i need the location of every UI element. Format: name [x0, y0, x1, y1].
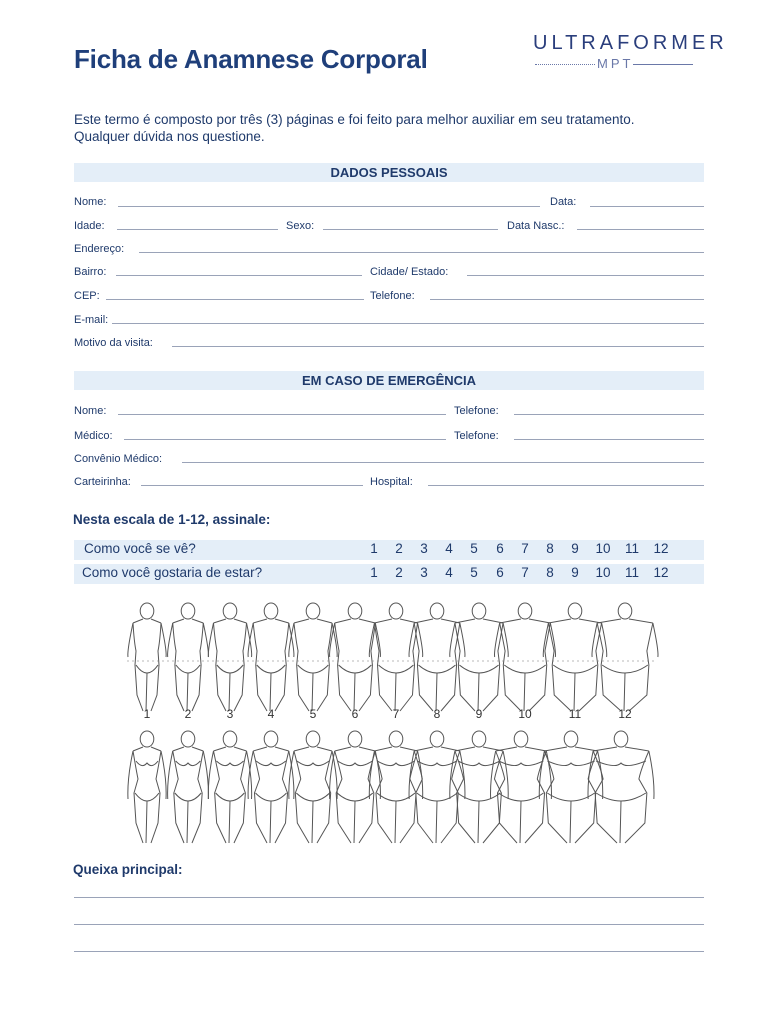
label-email: E-mail: — [74, 314, 109, 326]
label-cidade-estado: Cidade/ Estado: — [370, 266, 449, 278]
figure-label-12: 12 — [618, 707, 632, 721]
male-silhouette-12 — [592, 603, 658, 711]
brand-logo-sub — [535, 56, 693, 72]
label-sexo: Sexo: — [286, 220, 315, 232]
intro-line-2: Qualquer dúvida nos questione. — [74, 129, 265, 144]
field-emerg-telefone-1[interactable] — [514, 414, 704, 415]
female-silhouette-1 — [128, 731, 166, 843]
label-hospital: Hospital: — [370, 476, 413, 488]
section-heading: EM CASO DE EMERGÊNCIA — [301, 373, 477, 388]
scale-option-1-5[interactable]: 5 — [470, 541, 478, 556]
scale-option-2-4[interactable]: 4 — [445, 565, 453, 580]
scale-option-2-2[interactable]: 2 — [395, 565, 403, 580]
scale-question-1: Como você se vê? — [84, 541, 196, 556]
scale-option-1-12[interactable]: 12 — [653, 541, 669, 556]
scale-option-2-1[interactable]: 1 — [370, 565, 378, 580]
label-data: Data: — [550, 196, 577, 208]
queixa-title: Queixa principal: — [73, 862, 183, 877]
scale-row-gostaria — [74, 564, 704, 584]
scale-option-2-6[interactable]: 6 — [496, 565, 504, 580]
logo-solid-rule — [633, 64, 693, 65]
male-silhouette-3 — [208, 603, 251, 711]
section-heading: DADOS PESSOAIS — [330, 165, 448, 180]
intro-text — [74, 111, 704, 145]
logo-subtext: MPT — [597, 56, 634, 71]
section-header-dados-pessoais — [74, 163, 704, 182]
scale-option-1-3[interactable]: 3 — [420, 541, 428, 556]
scale-option-2-11[interactable]: 11 — [624, 565, 639, 580]
field-data[interactable] — [590, 206, 704, 207]
queixa-line-1[interactable] — [74, 897, 704, 898]
female-silhouette-11 — [539, 731, 602, 843]
figure-label-8: 8 — [433, 707, 441, 721]
figure-label-2: 2 — [184, 707, 192, 721]
figure-label-11: 11 — [568, 707, 582, 721]
field-nome[interactable] — [118, 206, 540, 207]
scale-option-1-8[interactable]: 8 — [546, 541, 554, 556]
scale-option-1-4[interactable]: 4 — [445, 541, 453, 556]
female-silhouette-4 — [248, 731, 294, 843]
figure-label-6: 6 — [351, 707, 359, 721]
figure-label-3: 3 — [226, 707, 234, 721]
label-idade: Idade: — [74, 220, 105, 232]
scale-option-1-6[interactable]: 6 — [496, 541, 504, 556]
male-silhouette-9 — [450, 603, 508, 711]
queixa-line-3[interactable] — [74, 951, 704, 952]
female-silhouette-3 — [208, 731, 251, 843]
field-email[interactable] — [112, 323, 704, 324]
label-cep: CEP: — [74, 290, 100, 302]
label-emerg-telefone-1: Telefone: — [454, 405, 499, 417]
scale-question-2: Como você gostaria de estar? — [82, 565, 263, 580]
label-emerg-telefone-2: Telefone: — [454, 430, 499, 442]
field-idade[interactable] — [117, 229, 278, 230]
male-silhouette-10 — [495, 603, 556, 711]
scale-option-1-7[interactable]: 7 — [521, 541, 529, 556]
figure-label-5: 5 — [309, 707, 317, 721]
scale-option-2-8[interactable]: 8 — [546, 565, 554, 580]
scale-option-2-12[interactable]: 12 — [653, 565, 669, 580]
female-silhouette-9 — [450, 731, 508, 843]
male-silhouette-5 — [289, 603, 337, 711]
label-nome: Nome: — [74, 196, 107, 208]
scale-option-1-11[interactable]: 11 — [624, 541, 639, 556]
figure-label-10: 10 — [518, 707, 532, 721]
field-bairro[interactable] — [116, 275, 362, 276]
female-silhouette-8 — [409, 731, 465, 843]
female-silhouette-12 — [588, 731, 654, 843]
logo-dotted-rule — [535, 64, 595, 65]
scale-option-2-7[interactable]: 7 — [521, 565, 529, 580]
figure-label-7: 7 — [392, 707, 400, 721]
label-carteirinha: Carteirinha: — [74, 476, 131, 488]
field-medico[interactable] — [124, 439, 446, 440]
label-emerg-nome: Nome: — [74, 405, 107, 417]
field-carteirinha[interactable] — [141, 485, 363, 486]
label-telefone: Telefone: — [370, 290, 415, 302]
scale-option-1-1[interactable]: 1 — [370, 541, 378, 556]
scale-option-2-3[interactable]: 3 — [420, 565, 428, 580]
label-bairro: Bairro: — [74, 266, 107, 278]
male-silhouette-4 — [248, 603, 294, 711]
male-silhouette-1 — [128, 603, 166, 711]
label-motivo: Motivo da visita: — [74, 337, 153, 349]
field-cep[interactable] — [106, 299, 364, 300]
field-hospital[interactable] — [428, 485, 704, 486]
scale-option-1-10[interactable]: 10 — [595, 541, 611, 556]
label-data-nasc: Data Nasc.: — [507, 220, 565, 232]
field-motivo[interactable] — [172, 346, 704, 347]
field-convenio[interactable] — [182, 462, 704, 463]
field-endereco[interactable] — [139, 252, 704, 253]
scale-option-2-9[interactable]: 9 — [571, 565, 579, 580]
label-endereco: Endereço: — [74, 243, 125, 255]
male-silhouette-2 — [168, 603, 209, 711]
scale-option-1-2[interactable]: 2 — [395, 541, 403, 556]
male-silhouette-7 — [369, 603, 422, 711]
figure-label-9: 9 — [475, 707, 483, 721]
scale-title: Nesta escala de 1-12, assinale: — [73, 512, 271, 527]
field-emerg-telefone-2[interactable] — [514, 439, 704, 440]
female-silhouette-2 — [168, 731, 209, 843]
label-medico: Médico: — [74, 430, 113, 442]
queixa-line-2[interactable] — [74, 924, 704, 925]
figure-label-4: 4 — [267, 707, 275, 721]
scale-option-2-5[interactable]: 5 — [470, 565, 478, 580]
field-cidade-estado[interactable] — [467, 275, 704, 276]
male-silhouette-11 — [543, 603, 606, 711]
figure-label-1: 1 — [143, 707, 151, 721]
male-silhouette-8 — [409, 603, 465, 711]
page-title: Ficha de Anamnese Corporal — [74, 44, 428, 74]
field-emerg-nome[interactable] — [118, 414, 446, 415]
section-header-emergencia — [74, 371, 704, 390]
body-silhouettes-illustration — [118, 597, 666, 847]
scale-option-2-10[interactable]: 10 — [595, 565, 611, 580]
intro-line-1: Este termo é composto por três (3) páginas e foi feito para melhor auxiliar em seu tratamento. — [74, 112, 635, 127]
label-convenio: Convênio Médico: — [74, 453, 163, 465]
field-sexo[interactable] — [323, 229, 498, 230]
field-data-nasc[interactable] — [577, 229, 704, 230]
scale-option-1-9[interactable]: 9 — [571, 541, 579, 556]
female-silhouette-7 — [369, 731, 422, 843]
field-telefone[interactable] — [430, 299, 704, 300]
female-silhouette-10 — [491, 731, 552, 843]
brand-logo: ULTRAFORMER — [533, 32, 728, 54]
scale-row-se-ve — [74, 540, 704, 560]
